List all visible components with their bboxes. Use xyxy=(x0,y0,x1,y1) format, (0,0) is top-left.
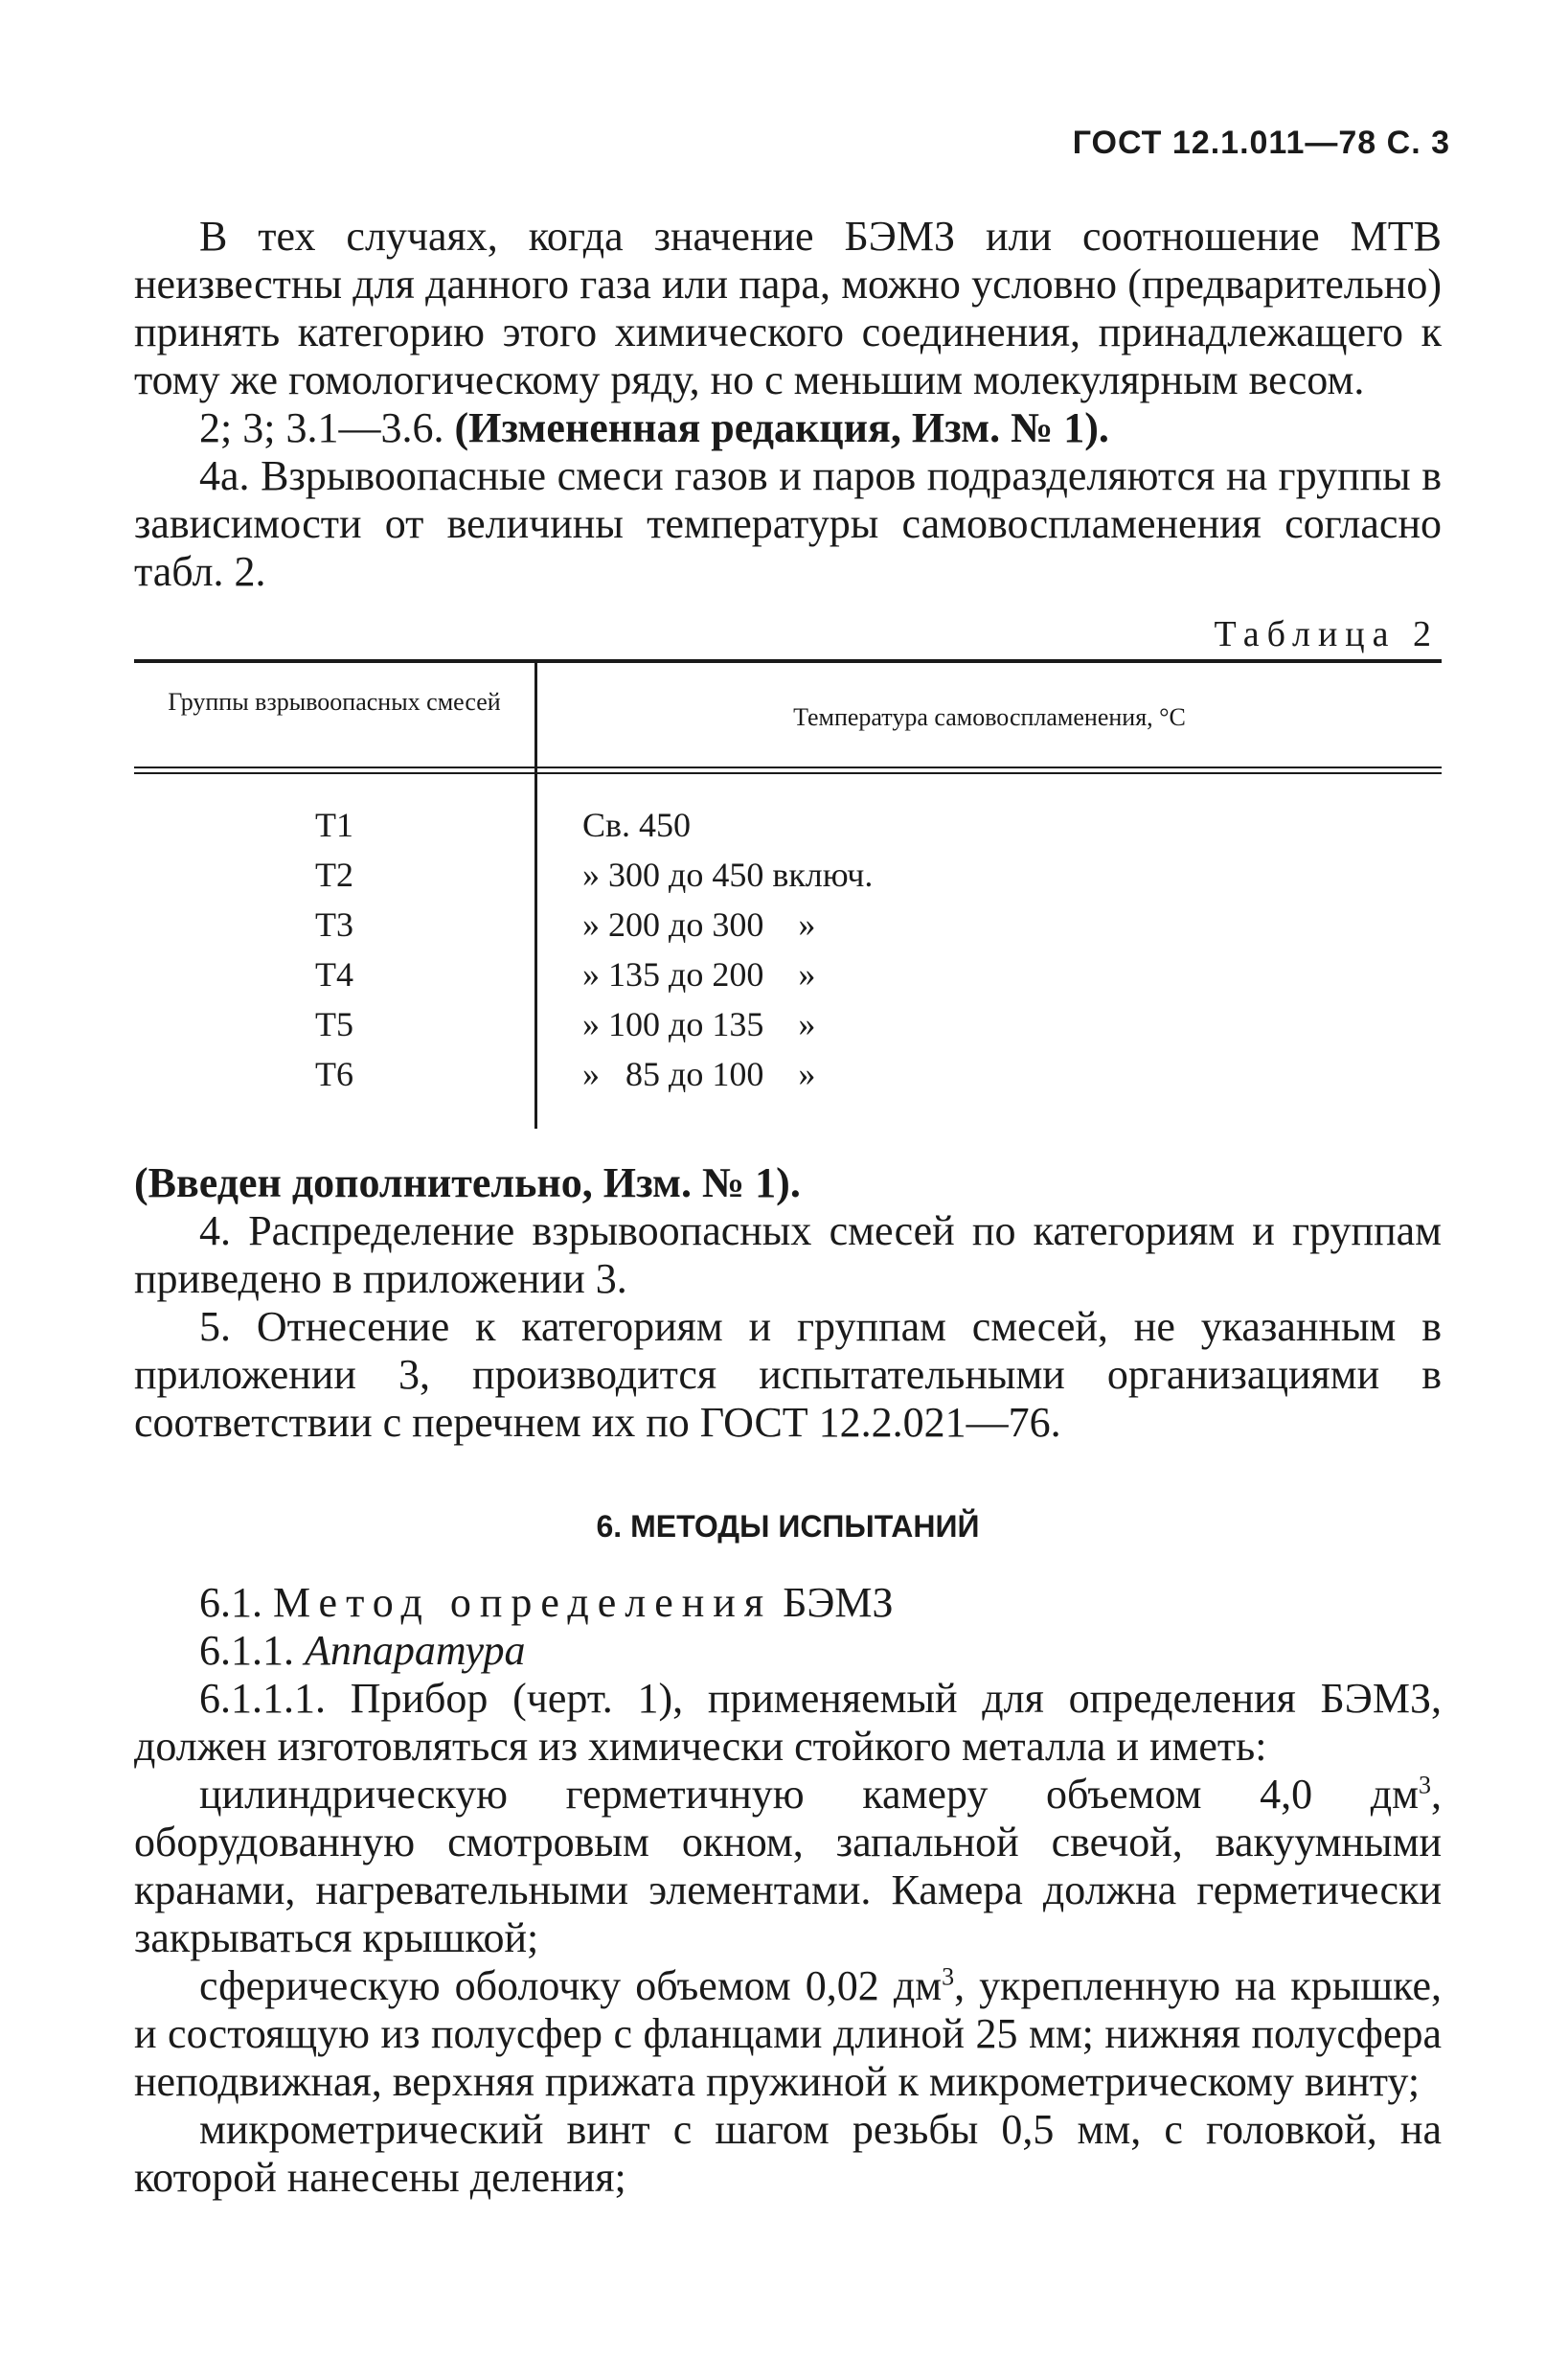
group-cell: Т4 xyxy=(315,955,353,994)
temp-cell: » 85 до 100 » xyxy=(582,1055,816,1093)
temp-cell: Св. 450 xyxy=(582,806,692,844)
paragraph-4a: 4а. Взрывоопасные смеси газов и паров подразделяются на группы в зависимости от величины температуры самовоспламенения согласно табл. 2. xyxy=(134,452,1442,595)
paragraph-4: 4. Распределение взрывоопасных смесей по категориям и группам приведено в приложении 3. xyxy=(134,1207,1442,1302)
subsection-abbr: БЭМЗ xyxy=(783,1579,894,1626)
table-row xyxy=(134,904,1442,954)
group-cell: Т3 xyxy=(315,905,353,944)
bottom-text-block xyxy=(134,1159,1442,2202)
paragraph-chamber xyxy=(134,1771,1442,1962)
group-cell: Т6 xyxy=(315,1055,353,1093)
table-row xyxy=(134,805,1442,855)
temp-cell: » 200 до 300 » xyxy=(582,905,816,944)
sphere-text-b: , укрепленную на крышке, и состоящую из полусфер с фланцами длиной 25 мм; нижняя полусфера неподвижная, верхняя прижата пружиной к микрометрическому винту; xyxy=(134,1962,1442,2105)
paragraph-sphere xyxy=(134,1962,1442,2106)
group-cell: Т2 xyxy=(315,856,353,894)
header-temperature: Температура самовоспламенения, °С xyxy=(793,703,1186,731)
section-title: 6. МЕТОДЫ ИСПЫТАНИЙ xyxy=(596,1509,980,1544)
amendment-note: (Измененная редакция, Изм. № 1). xyxy=(454,404,1109,451)
subsection-title: Аппаратура xyxy=(305,1627,526,1674)
temp-cell: » 100 до 135 » xyxy=(582,1005,816,1043)
table-row xyxy=(134,954,1442,1004)
paragraph-bemz-unknown: В тех случаях, когда значение БЭМЗ или соотношение МТВ неизвестны для данного газа или пара, можно условно (предварительно) принять категорию этого химического соединения, принадлежащего к тому же гомологическому ряду, но с меньшим молекулярным весом. xyxy=(134,213,1442,403)
temperature-table xyxy=(134,659,1442,1129)
amendment-refs: 2; 3; 3.1—3.6. xyxy=(199,404,444,451)
temp-cell: » 300 до 450 включ. xyxy=(582,856,874,894)
chamber-text-a: цилиндрическую герметичную камеру объемом 4,0 дм xyxy=(199,1771,1419,1818)
top-text-block xyxy=(134,213,1442,596)
table-caption: Таблица 2 xyxy=(1214,614,1439,654)
group-cell: Т5 xyxy=(315,1005,353,1043)
paragraph-6-1-1-1: 6.1.1.1. Прибор (черт. 1), применяемый для определения БЭМЗ, должен изготовляться из химически стойкого металла и иметь: xyxy=(134,1675,1442,1770)
table-row xyxy=(134,1004,1442,1054)
table-top-rule xyxy=(134,659,1442,663)
subsection-6-1 xyxy=(134,1579,1442,1627)
subsection-number: 6.1. xyxy=(199,1579,262,1626)
introduced-note: (Введен дополнительно, Изм. № 1). xyxy=(134,1159,801,1206)
superscript: 3 xyxy=(1419,1771,1431,1799)
subsection-6-1-1 xyxy=(134,1627,1442,1675)
table-row xyxy=(134,855,1442,904)
subsection-number: 6.1.1. xyxy=(199,1627,294,1674)
paragraph-amendment-1 xyxy=(134,404,1442,452)
table-header-rule-2 xyxy=(134,772,1442,774)
running-header: ГОСТ 12.1.011—78 С. 3 xyxy=(1072,125,1450,161)
subsection-title: Метод определения xyxy=(273,1579,773,1626)
chamber-text-b: , оборудованную смотровым окном, запальной свечой, вакуумными кранами, нагревательными элементами. Камера должна герметически закрываться крышкой; xyxy=(134,1771,1442,1961)
superscript: 3 xyxy=(942,1962,955,1991)
paragraph-5: 5. Отнесение к категориям и группам смесей, не указанным в приложении 3, производится испытательными организациями в соответствии с перечнем их по ГОСТ 12.2.021—76. xyxy=(134,1303,1442,1446)
paragraph-screw: микрометрический винт с шагом резьбы 0,5 мм, с головкой, на которой нанесены деления; xyxy=(134,2106,1442,2201)
table-row xyxy=(134,1054,1442,1104)
temp-cell: » 135 до 200 » xyxy=(582,955,816,994)
table-header-rule-1 xyxy=(134,767,1442,768)
header-groups: Группы взрывоопасных смесей xyxy=(168,688,501,716)
group-cell: Т1 xyxy=(315,806,353,844)
sphere-text-a: сферическую оболочку объемом 0,02 дм xyxy=(199,1962,943,2009)
